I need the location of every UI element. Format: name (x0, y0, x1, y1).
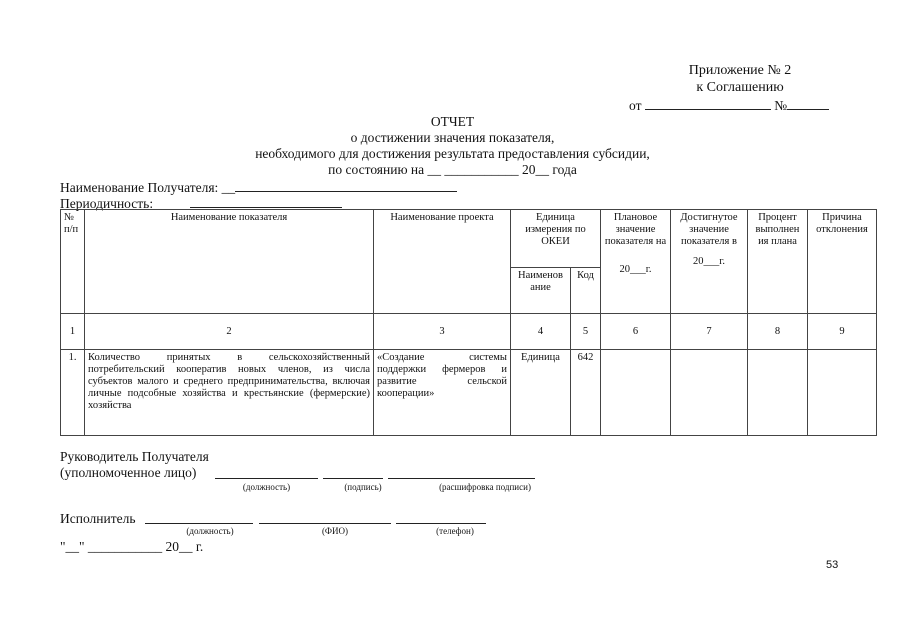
head-signature-field[interactable] (323, 465, 383, 479)
executor-phone-field[interactable] (396, 510, 486, 524)
header-reason: Причина отклонения (808, 210, 877, 314)
from-label: от (629, 98, 642, 113)
header-unit: Единица измерения по ОКЕИ (511, 210, 601, 268)
header-achieved-year: 20___г. (693, 256, 725, 267)
page-number: 53 (826, 559, 839, 571)
col-num-2: 2 (85, 314, 374, 350)
row-project: «Создание системы поддержки фермеров и развитие сельской кооперации» (374, 350, 511, 436)
executor-label: Исполнитель (60, 511, 136, 526)
report-subtitle-1: о достижении значения показателя, (350, 130, 555, 145)
head-caption-position: (должность) (242, 482, 291, 492)
head-label-2: (уполномоченное лицо) (60, 465, 197, 480)
recipient-field[interactable] (235, 179, 457, 192)
head-caption-signature: (подпись) (344, 482, 382, 492)
row-num: 1. (61, 350, 85, 436)
executor-fio-field[interactable] (259, 510, 391, 524)
col-num-9: 9 (808, 314, 877, 350)
report-title: ОТЧЕТ (430, 114, 475, 129)
agreement-number-field[interactable] (787, 97, 829, 110)
header-planned (601, 210, 671, 314)
header-indicator: Наименование показателя (85, 210, 374, 314)
row-planned[interactable] (601, 350, 671, 436)
col-num-5: 5 (571, 314, 601, 350)
exec-caption-position: (должность) (186, 526, 234, 536)
header-num: № п/п (61, 210, 85, 314)
row-unit-code: 642 (571, 350, 601, 436)
header-unit-code: Код (571, 268, 601, 314)
recipient-label: Наименование Получателя: __ (60, 180, 236, 195)
header-project: Наименование проекта (374, 210, 511, 314)
report-subtitle-2: необходимого для достижения результата предоставления субсидии, (255, 146, 650, 161)
appendix-agreement: к Соглашению (696, 80, 784, 95)
col-num-6: 6 (601, 314, 671, 350)
head-caption-decoding: (расшифровка подписи) (439, 482, 531, 492)
report-date-line: по состоянию на __ ___________ 20__ года (328, 162, 577, 177)
number-label: № (774, 98, 788, 113)
row-reason[interactable] (808, 350, 877, 436)
table-row (61, 350, 877, 436)
header-achieved (671, 210, 748, 314)
periodicity-field[interactable] (190, 195, 342, 208)
col-num-4: 4 (511, 314, 571, 350)
exec-caption-phone: (телефон) (436, 526, 474, 536)
executor-position-field[interactable] (145, 510, 253, 524)
row-unit-name: Единица (511, 350, 571, 436)
appendix-block (640, 62, 840, 96)
header-unit-name: Наименов ание (511, 268, 571, 314)
col-num-7: 7 (671, 314, 748, 350)
column-number-row (61, 314, 877, 350)
header-achieved-label: Достигнутое значение показателя в (680, 212, 738, 247)
head-position-field[interactable] (215, 465, 318, 479)
report-table (60, 209, 877, 436)
signature-date-line: "__" ___________ 20__ г. (60, 539, 204, 554)
agreement-date-field[interactable] (645, 97, 771, 110)
exec-caption-fio: (ФИО) (321, 526, 349, 536)
header-planned-label: Плановое значение показателя на (604, 212, 667, 247)
head-label-1: Руководитель Получателя (60, 449, 209, 464)
row-indicator: Количество принятых в сельскохозяйственный потребительский кооператив новых членов, из числа субъектов малого и среднего предпринимательства, включая личные подсобные хозяйства и крестьянские (фермерские) хозяйства (85, 350, 374, 436)
head-decoding-field[interactable] (388, 465, 535, 479)
header-percent: Процент выполнен ия плана (748, 210, 808, 314)
appendix-number: Приложение № 2 (688, 63, 792, 78)
col-num-3: 3 (374, 314, 511, 350)
row-percent[interactable] (748, 350, 808, 436)
recipient-line (60, 179, 457, 196)
row-achieved[interactable] (671, 350, 748, 436)
agreement-date-line (629, 97, 844, 114)
periodicity-label: Периодичность: (60, 196, 154, 211)
header-planned-year: 20___г. (619, 264, 652, 275)
col-num-1: 1 (61, 314, 85, 350)
col-num-8: 8 (748, 314, 808, 350)
